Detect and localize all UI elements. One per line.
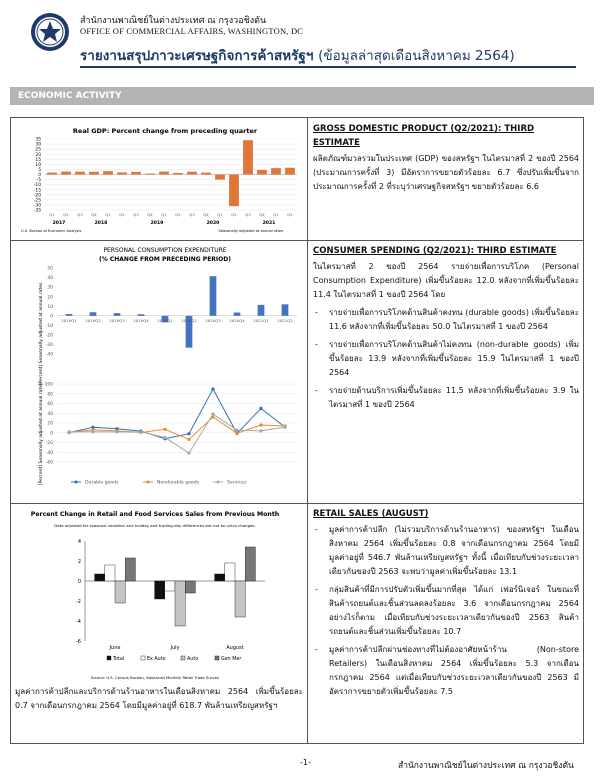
y-tick-label: -4 (76, 618, 81, 625)
y-tick-label: 40 (47, 276, 53, 282)
y-tick-label: -35 (33, 208, 41, 214)
list-item: - รายจ่ายเพื่อการบริโภคด้านสินค้าคงทน (durable goods) เพิ่มขึ้นร้อยละ 11.6 หลังจากที่เพิ่มขึ้นร้อยละ 50.0 ในไตรมาสที่ 1 ของปี 2564 (313, 306, 579, 334)
retail-bar (165, 581, 175, 591)
legend-label: Gen Mer (221, 656, 242, 662)
retail-bar (95, 574, 105, 581)
gdp-bar (75, 172, 85, 175)
legend-swatch (215, 656, 219, 660)
data-point (115, 430, 118, 433)
header-rule (80, 66, 576, 68)
y-tick-label: -6 (76, 638, 81, 645)
pce-bar (258, 305, 265, 316)
page-title (80, 44, 515, 66)
x-tick-label: August (226, 645, 244, 651)
x-tick-label: Q3 (133, 212, 139, 217)
grid-divider (307, 118, 308, 743)
y-tick-label: 20 (47, 295, 53, 301)
x-tick-label: 2020Q4 (229, 317, 245, 323)
y-tick-label: 0 (38, 173, 41, 179)
grid-divider (11, 503, 583, 504)
list-item: - รายจ่ายด้านบริการเพิ่มขึ้นร้อยละ 11.5 หลังจากที่เพิ่มขึ้นร้อยละ 3.9 ในไตรมาสที่ 1 ของปี 2564 (313, 384, 579, 412)
y-tick-label: -20 (33, 193, 41, 199)
y-axis-label: [Percent] Seasonally adjusted at annual rates (39, 282, 44, 386)
x-tick-label: Q3 (245, 212, 251, 217)
gdp-bar (61, 172, 71, 175)
chart-subtitle: (% CHANGE FROM PRECEDING PERIOD) (99, 256, 231, 263)
y-tick-label: -2 (76, 598, 81, 605)
gdp-bar (215, 175, 225, 180)
y-tick-label: 0 (50, 314, 53, 320)
data-point (91, 430, 94, 433)
y-tick-label: 30 (47, 285, 53, 291)
x-tick-label: Q1 (217, 212, 223, 217)
data-point (211, 387, 214, 390)
legend-swatch (141, 656, 145, 660)
pce-bar (282, 304, 289, 315)
y-tick-label: -40 (45, 450, 53, 456)
chart-title: PERSONAL CONSUMPTION EXPENDITURE (103, 247, 227, 254)
gdp-bar (271, 168, 281, 174)
title-sub: (ข้อมูลล่าสุดเดือนสิงหาคม 2564) (318, 48, 515, 64)
grid-divider (11, 240, 583, 241)
year-label: 2021 (262, 221, 276, 226)
section-body: ในไตรมาสที่ 2 ของปี 2564 รายจ่ายเพื่อการบริโภค (Personal Consumption Expenditure) เพิ่มขึ้นร้อยละ 12.0 หลังจากที่เพิ่มขึ้นร้อยละ 11.4 ในไตรมาสที่ 1 ของปี 2564 โดย (313, 262, 579, 299)
pce-bar (210, 276, 217, 316)
y-tick-label: 30 (35, 142, 41, 148)
list-item: - รายจ่ายเพื่อการบริโภคด้านสินค้าไม่คงทน (non-durable goods) เพิ่มขึ้นร้อยละ 13.9 หลังจากที่เพิ่มขึ้นร้อยละ 15.9 ในไตรมาสที่ 1 ของปี 2564 (313, 338, 579, 380)
y-tick-label: 20 (47, 421, 53, 427)
x-tick-label: Q1 (161, 212, 167, 217)
retail-chart (15, 507, 303, 683)
chart-subtitle-text: Data adjusted for seasonal variation and holiday and trading-day differences but not for price changes. (54, 523, 256, 528)
x-tick-label: July (170, 645, 180, 651)
legend-label: Auto (187, 656, 199, 662)
x-tick-label: 2019Q2 (85, 317, 101, 323)
legend-swatch (107, 656, 111, 660)
y-tick-label: -15 (33, 188, 41, 194)
y-tick-label: -25 (33, 198, 41, 204)
y-tick-label: 10 (47, 304, 53, 310)
chart-source: Source: U.S. Census Bureau, Advanced Monthly Retail Trade Survey (90, 675, 220, 680)
legend-swatch (181, 656, 185, 660)
retail-bar (245, 547, 255, 581)
y-tick-label: -10 (45, 323, 53, 329)
gdp-bar (117, 172, 127, 174)
gdp-bar (47, 173, 57, 175)
retail-section (313, 507, 579, 703)
y-tick-label: -20 (45, 441, 53, 447)
chart-subtitle (54, 523, 255, 528)
legend-label: Services (227, 480, 247, 486)
gdp-bar (103, 171, 113, 174)
y-tick-label: -40 (45, 352, 53, 358)
data-point (235, 432, 238, 435)
chart-note: Seasonally adjusted at annual rates (218, 229, 283, 233)
list-item: - กลุ่มสินค้าที่มีการปรับตัวเพิ่มขึ้นมากที่สุด ได้แก่ เฟอร์นิเจอร์ ในขณะที่สินค้ารถยนต์และชิ้นส่วนลดลงร้อยละ 3.6 จากเดือนกรกฎาคม 2564 อย่างไรก็ตาม เมื่อเทียบกับช่วงระยะเวลาเดียวกันของปี 2563 สินค้ารถยนต์และชิ้นส่วนเพิ่มขึ้นร้อยละ 10.7 (313, 583, 579, 639)
retail-bar (115, 581, 125, 603)
retail-bar (175, 581, 185, 626)
x-tick-label: 2021Q2 (277, 317, 293, 323)
section-heading: GROSS DOMESTIC PRODUCT (Q2/2021): THIRD ESTIMATE (313, 124, 535, 148)
x-tick-label: Q1 (49, 212, 55, 217)
x-tick-label: Q2 (287, 212, 293, 217)
legend-marker (75, 481, 78, 484)
data-point (235, 429, 238, 432)
y-tick-label: 35 (35, 137, 41, 143)
data-point (259, 429, 262, 432)
y-tick-label: -10 (33, 183, 41, 189)
office-seal-logo (30, 12, 70, 52)
retail-bar (225, 563, 235, 581)
pce-bar (114, 313, 121, 316)
retail-bullets (313, 523, 579, 699)
consumer-section (313, 244, 579, 416)
gdp-bar (243, 140, 253, 174)
legend-label: Durable goods (85, 480, 119, 486)
data-point (211, 412, 214, 415)
y-tick-label: -60 (45, 460, 53, 466)
x-tick-label: 2019Q4 (133, 317, 149, 323)
data-point (163, 428, 166, 431)
x-tick-label: Q4 (91, 212, 97, 217)
y-tick-label: -30 (33, 203, 41, 209)
x-tick-label: 2019Q3 (109, 317, 125, 323)
y-tick-label: 50 (47, 266, 53, 272)
y-tick-label: 0 (77, 578, 81, 585)
org-name-english: OFFICE OF COMMERCIAL AFFAIRS, WASHINGTON, DC (80, 26, 304, 36)
section-heading: RETAIL SALES (AUGUST) (313, 509, 429, 519)
y-tick-label: 4 (77, 538, 81, 545)
y-tick-label: 2 (77, 558, 81, 565)
retail-summary: มูลค่าการค้าปลีกและบริการด้านร้านอาหารในเดือนสิงหาคม 2564 เพิ่มขึ้นร้อยละ 0.7 จากเดือนกรกฎาคม 2564 โดยมีมูลค่าอยู่ที่ 618.7 พันล้านเหรียญสหรัฐฯ (15, 687, 303, 710)
data-point (187, 452, 190, 455)
gdp-bar (257, 170, 267, 175)
year-label: 2020 (206, 221, 220, 226)
y-tick-label: 15 (35, 157, 41, 163)
gdp-bar (131, 172, 141, 175)
gdp-bar (173, 173, 183, 175)
gdp-bar (159, 172, 169, 175)
retail-bar (105, 565, 115, 581)
y-tick-label: 40 (47, 411, 53, 417)
chart-title: Real GDP: Percent change from preceding quarter (72, 127, 258, 135)
x-tick-label: Q1 (273, 212, 279, 217)
data-point (139, 430, 142, 433)
x-tick-label: Q3 (189, 212, 195, 217)
x-tick-label: Q2 (175, 212, 181, 217)
y-tick-label: 80 (47, 392, 53, 398)
x-tick-label: 2020Q2 (181, 317, 197, 323)
data-point (163, 436, 166, 439)
consumer-bullets (313, 306, 579, 412)
pce-bar (138, 314, 145, 316)
legend-label: Nondurable goods (157, 480, 200, 486)
y-tick-label: -30 (45, 343, 53, 349)
year-label: 2017 (52, 221, 66, 226)
gdp-bar (145, 174, 155, 175)
retail-bar (215, 574, 225, 581)
x-tick-label: 2020Q3 (205, 317, 221, 323)
y-axis-label: [Percent] Seasonally adjusted at annual rates (39, 382, 44, 486)
page-number: -1- (300, 758, 311, 767)
x-tick-label: Q2 (231, 212, 237, 217)
legend-marker (147, 481, 150, 484)
y-tick-label: 100 (44, 382, 53, 388)
x-tick-label: Q3 (77, 212, 83, 217)
year-label: 2019 (150, 221, 164, 226)
data-point (283, 426, 286, 429)
retail-bar (235, 581, 245, 617)
y-tick-label: 60 (47, 402, 53, 408)
data-point (259, 407, 262, 410)
data-point (259, 423, 262, 426)
section-body: ผลิตภัณฑ์มวลรวมในประเทศ (GDP) ของสหรัฐฯ ในไตรมาสที่ 2 ของปี 2564 (ประมาณการครั้งที่ 3) มีอัตราการขยายตัวร้อยละ 6.7 ซึ่งปรับเพิ่มขึ้นจากประมาณการครั้งที่ 2 ที่ระบุว่าเศรษฐกิจสหรัฐฯ ขยายตัวร้อยละ 6.6 (313, 154, 579, 191)
chart-title-line (31, 511, 279, 518)
content-grid (10, 117, 584, 744)
x-tick-label: 2020Q1 (157, 317, 173, 323)
pce-chart (15, 244, 303, 500)
org-name-thai: สำนักงานพาณิชย์ในต่างประเทศ ณ กรุงวอชิงตัน (80, 16, 267, 26)
x-tick-label: Q1 (105, 212, 111, 217)
y-tick-label: -20 (45, 333, 53, 339)
list-item: - มูลค่าการค้าปลีก (ไม่รวมบริการด้านร้านอาหาร) ของสหรัฐฯ ในเดือนสิงหาคม 2564 เพิ่มขึ้นร้อยละ 0.8 จากเดือนกรกฎาคม 2564 โดยมีมูลค่าอยู่ที่ 546.7 พันล้านเหรียญสหรัฐฯ ทั้งนี้ เมื่อเทียบกับช่วงระยะเวลาเดียวกันของปี 2563 จะพบว่ามูลค่าเพิ่มขึ้นร้อยละ 13.1 (313, 523, 579, 579)
title-main: รายงานสรุปภาวะเศรษฐกิจการค้าสหรัฐฯ (80, 48, 314, 64)
x-tick-label: June (109, 645, 121, 651)
section-bar: ECONOMIC ACTIVITY (10, 87, 594, 105)
gdp-section (313, 122, 579, 194)
series-line (69, 414, 285, 453)
y-tick-label: 25 (35, 147, 41, 153)
x-tick-label: Q4 (147, 212, 153, 217)
x-tick-label: 2019Q1 (61, 317, 77, 323)
pce-bar (66, 314, 73, 316)
y-tick-label: 0 (50, 431, 53, 437)
legend-marker (217, 481, 220, 484)
footer-org: สำนักงานพาณิชย์ในต่างประเทศ ณ กรุงวอชิงตัน (398, 761, 574, 771)
chart-source: U.S. Bureau of Economic Analysis (21, 229, 82, 233)
gdp-chart (15, 122, 303, 236)
y-tick-label: 20 (35, 152, 41, 158)
gdp-bar (285, 168, 295, 175)
section-heading: CONSUMER SPENDING (Q2/2021): THIRD ESTIMATE (313, 246, 557, 256)
pce-bar (234, 313, 241, 316)
y-tick-label: -5 (36, 178, 41, 184)
x-tick-label: Q4 (259, 212, 265, 217)
x-tick-label: Q2 (63, 212, 69, 217)
data-point (187, 432, 190, 435)
legend-label: Ex Auto (147, 656, 166, 662)
gdp-bar (187, 172, 197, 175)
data-point (67, 430, 70, 433)
x-tick-label: Q2 (119, 212, 125, 217)
gdp-bar (229, 175, 239, 207)
list-item: - มูลค่าการค้าปลีกผ่านช่องทางที่ไม่ต้องอาศัยหน้าร้าน (Non-store Retailers) ในเดือนสิงหาคม 2564 เพิ่มขึ้นร้อยละ 5.3 จากเดือนกรกฎาคม 2564 แต่เมื่อเทียบกับช่วงระยะเวลาเดียวกันของปี 2563 มีอัตราการขยายตัวเพิ่มขึ้นร้อยละ 7.5 (313, 643, 579, 699)
legend-label: Total (113, 656, 125, 662)
gdp-bar (89, 172, 99, 175)
x-tick-label: Q4 (203, 212, 209, 217)
year-label: 2018 (94, 221, 108, 226)
retail-bar (155, 581, 165, 599)
retail-bar (185, 581, 195, 593)
retail-bar (125, 558, 135, 581)
x-tick-label: 2021Q1 (253, 317, 269, 323)
y-tick-label: 5 (38, 168, 41, 174)
gdp-bar (201, 173, 211, 175)
chart-title: Percent Change in Retail and Food Services Sales from Previous Month (30, 511, 280, 518)
pce-bar (90, 312, 97, 316)
data-point (187, 438, 190, 441)
y-tick-label: 10 (35, 162, 41, 168)
